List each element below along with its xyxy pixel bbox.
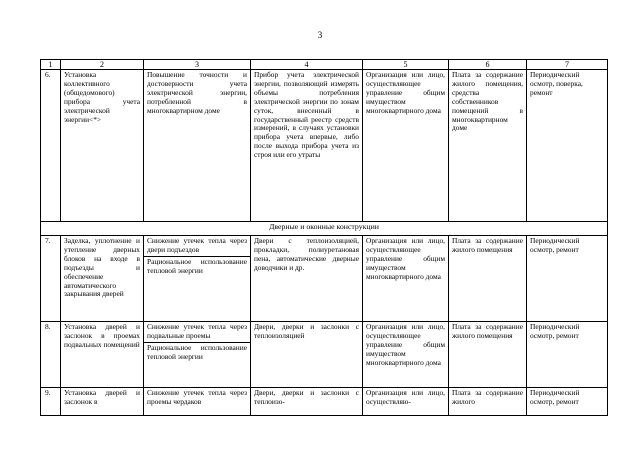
- table-row: [41, 388, 608, 416]
- purpose-line: Рациональное использование тепловой энергии: [144, 256, 250, 276]
- column-header: 2: [61, 60, 144, 70]
- purpose-line: Снижение утечек тепла через подвальные проемы: [147, 322, 247, 340]
- funding-source: Плата за содержание жилого помещения, средства собственников помещений в многоквартирном доме: [449, 70, 527, 222]
- equipment-description: Прибор учета электрической энергии, позволяющий измерять объемы потребления электрической энергии по зонам суток, внесенный в государственный реестр средств измерений, в случаях установки прибора учета впервые, либо после выхода прибора учета из строя или его утраты: [251, 70, 363, 222]
- measures-table: [40, 59, 608, 416]
- measure-name: Установка коллективного (общедомового) прибора учета электрической энергии<*>: [61, 70, 144, 222]
- column-header: 6: [449, 60, 527, 70]
- column-header-row: [41, 60, 608, 70]
- measure-name: Установка дверей и заслонок в проемах подвальных помещений: [61, 322, 144, 388]
- maintenance-type: Периодический осмотр, ремонт: [527, 388, 608, 416]
- funding-source: Плата за содержание жилого помещения: [449, 322, 527, 388]
- row-number: 7.: [41, 236, 61, 322]
- measure-name: Установка дверей и заслонок в: [61, 388, 144, 416]
- table-row: [41, 236, 608, 322]
- measure-purpose: Повышение точности и достоверности учета электрической энергии, потребленной в многоквартирном доме: [144, 70, 251, 222]
- section-heading: Дверные и оконные конструкции: [41, 222, 608, 236]
- responsible-party: Организация или лицо, осуществляю-: [363, 388, 449, 416]
- column-header: 3: [144, 60, 251, 70]
- column-header: 5: [363, 60, 449, 70]
- column-header: 1: [41, 60, 61, 70]
- table-row: [41, 70, 608, 222]
- maintenance-type: Периодический осмотр, поверка, ремонт: [527, 70, 608, 222]
- purpose-line: Рациональное использование тепловой энергии: [144, 342, 250, 362]
- responsible-party: Организация или лицо, осуществляющее управление общим имуществом многоквартирного дома: [363, 236, 449, 322]
- column-header: 4: [251, 60, 363, 70]
- responsible-party: Организация или лицо, осуществляющее управление общим имуществом многоквартирного дома: [363, 322, 449, 388]
- funding-source: Плата за содержание жилого: [449, 388, 527, 416]
- row-number: 6.: [41, 70, 61, 222]
- measure-purpose: Снижение утечек тепла через проемы чердаков: [144, 388, 251, 416]
- page-number: 3: [317, 30, 323, 40]
- measure-purpose: [144, 236, 251, 322]
- equipment-description: Двери с теплоизоляцией, прокладки, полиуретановая пена, автоматические дверные доводчики и др.: [251, 236, 363, 322]
- purpose-line: Снижение утечек тепла через двери подъездов: [147, 236, 247, 254]
- column-header: 7: [527, 60, 608, 70]
- row-number: 8.: [41, 322, 61, 388]
- maintenance-type: Периодический осмотр, ремонт: [527, 322, 608, 388]
- maintenance-type: Периодический осмотр, ремонт: [527, 236, 608, 322]
- measure-name: Заделка, уплотнение и утепление дверных блоков на входе в подъезды и обеспечение автоматического закрывания дверей: [61, 236, 144, 322]
- equipment-description: Двери, дверки и заслонки с теплоизо-: [251, 388, 363, 416]
- row-number: 9.: [41, 388, 61, 416]
- funding-source: Плата за содержание жилого помещения: [449, 236, 527, 322]
- table-row: [41, 322, 608, 388]
- section-row: [41, 222, 608, 236]
- equipment-description: Двери, дверки и заслонки с теплоизоляцией: [251, 322, 363, 388]
- measure-purpose: [144, 322, 251, 388]
- responsible-party: Организация или лицо, осуществляющее управление общим имуществом многоквартирного дома: [363, 70, 449, 222]
